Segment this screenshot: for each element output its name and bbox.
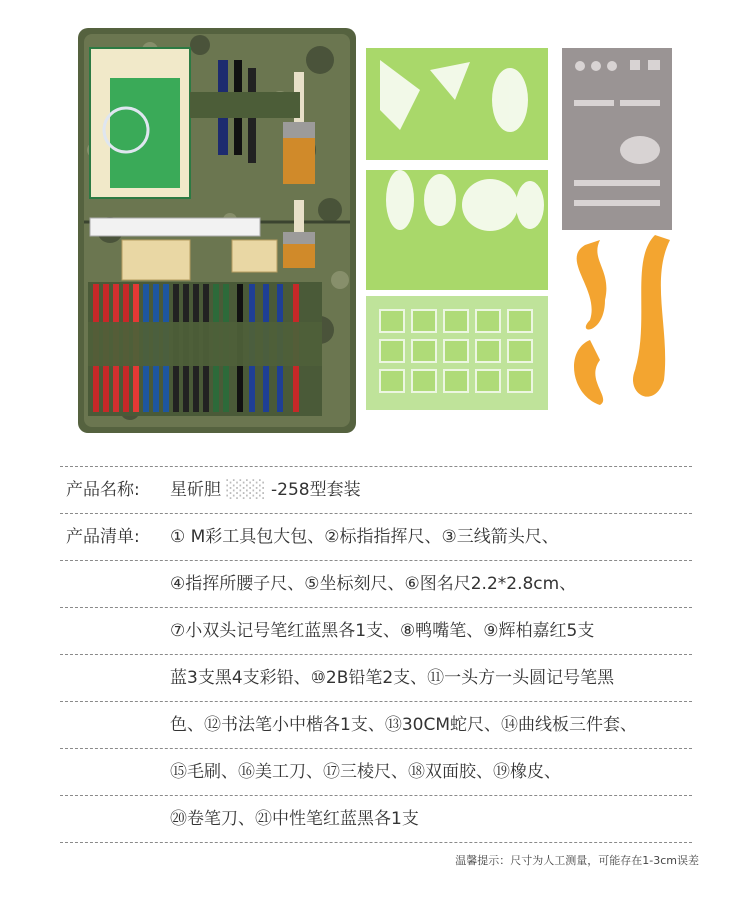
product-list-label: 产品清单: xyxy=(66,527,140,547)
product-list-line: ④指挥所腰子尺、⑤坐标刻尺、⑥图名尺2.2*2.8cm、 xyxy=(170,574,577,594)
french-curves xyxy=(574,235,670,405)
product-list-row xyxy=(60,513,692,560)
product-list-row xyxy=(60,701,692,748)
product-list-line: ⑦小双头记号笔红蓝黑各1支、⑧鸭嘴笔、⑨辉柏嘉红5支 xyxy=(170,621,595,641)
product-list-row xyxy=(60,560,692,607)
product-list-line: ⑳卷笔刀、㉑中性笔红蓝黑各1支 xyxy=(170,809,419,829)
product-list-line: ⑮毛刷、⑯美工刀、⑰三棱尺、⑱双面胶、⑲橡皮、 xyxy=(170,762,561,782)
product-name-label: 产品名称: xyxy=(66,480,140,500)
product-info-table xyxy=(60,466,692,843)
green-stencils xyxy=(366,48,548,410)
product-list-line: 蓝3支黑4支彩铅、⑩2B铅笔2支、⑪一头方一头圆记号笔黑 xyxy=(170,668,615,688)
product-list-row xyxy=(60,607,692,654)
product-list-row xyxy=(60,795,692,843)
colored-pencils xyxy=(88,282,322,416)
product-photo xyxy=(0,0,739,440)
measurement-note: 温馨提示：尺寸为人工测量，可能存在1-3cm误差 xyxy=(455,854,699,867)
product-list-row xyxy=(60,748,692,795)
stencil-box xyxy=(90,48,190,198)
product-list-row xyxy=(60,654,692,701)
product-list-line: 色、⑫书法笔小中楷各1支、⑬30CM蛇尺、⑭曲线板三件套、 xyxy=(170,715,637,735)
gray-stencil xyxy=(562,48,672,230)
product-name-value: 星斫胆 ░░░ -258型套装 xyxy=(170,480,361,500)
product-list-line: ① M彩工具包大包、②标指指挥尺、③三线箭头尺、 xyxy=(170,527,559,547)
product-name-row xyxy=(60,466,692,513)
